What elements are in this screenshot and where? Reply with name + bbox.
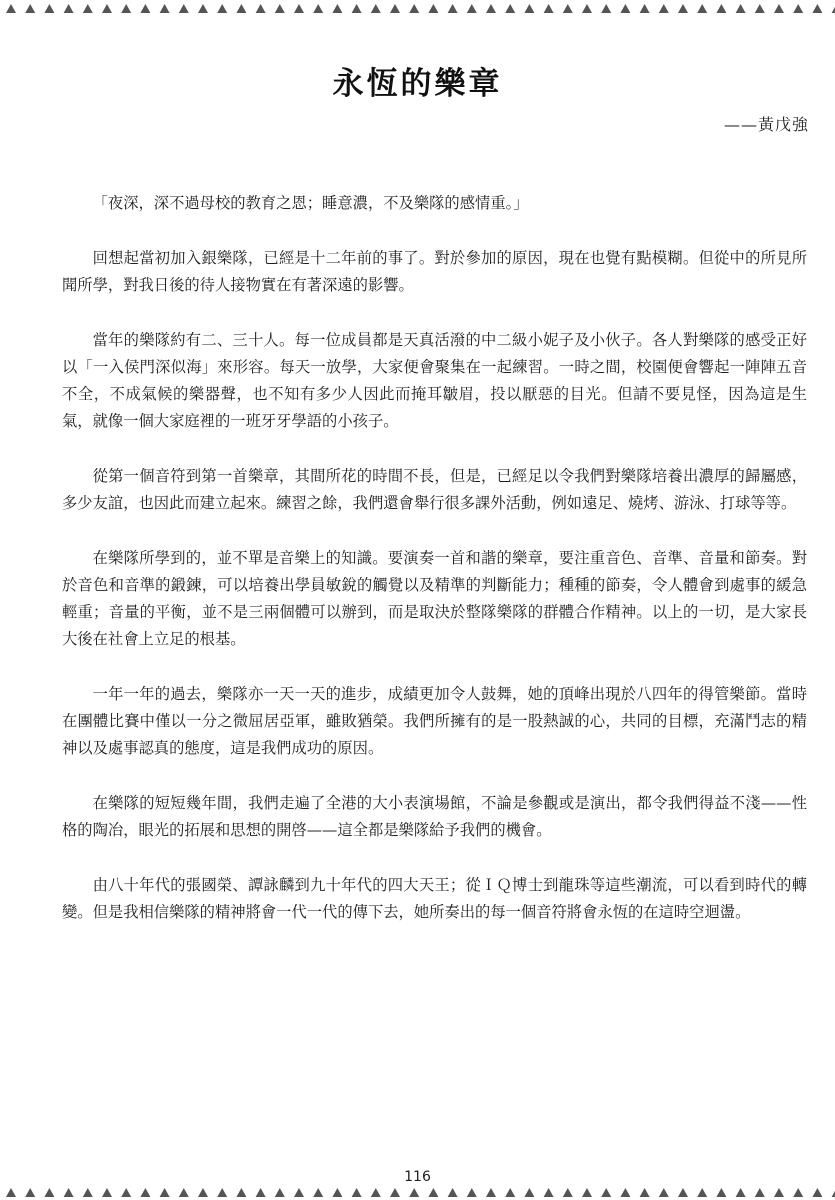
triangle-icon [755,4,765,13]
triangle-icon [505,1188,515,1197]
triangle-icon [620,4,630,13]
triangle-icon [582,1188,592,1197]
triangle-icon [64,1188,74,1197]
triangle-icon [832,4,835,13]
triangle-icon [352,4,362,13]
triangle-icon [716,1188,726,1197]
triangle-icon [332,4,342,13]
triangle-icon [294,4,304,13]
triangle-icon [64,4,74,13]
triangle-icon [505,4,515,13]
triangle-icon [198,1188,208,1197]
triangle-icon [6,4,16,13]
page-footer [0,1166,835,1185]
triangle-icon [582,4,592,13]
triangle-icon [448,4,458,13]
triangle-icon [83,1188,93,1197]
triangle-icon [409,4,419,13]
triangle-icon [140,1188,150,1197]
triangle-icon [601,4,611,13]
triangle-icon [697,4,707,13]
triangle-icon [467,4,477,13]
triangle-icon [179,1188,189,1197]
triangle-icon [25,4,35,13]
triangle-icon [736,1188,746,1197]
page-title: 永恆的樂章 [332,66,503,102]
triangle-icon [390,4,400,13]
triangle-icon [524,4,534,13]
triangle-icon [44,1188,54,1197]
triangle-icon [390,1188,400,1197]
triangle-icon [102,4,112,13]
triangle-icon [659,1188,669,1197]
triangle-icon [812,4,822,13]
triangle-icon [179,4,189,13]
paragraph: 從第一個音符到第一首樂章，其間所花的時間不長，但是，已經足以令我們對樂隊培養出濃厚的歸屬感，多少友誼，也因此而建立起來。練習之餘，我們還會舉行很多課外活動，例如遠足、燒烤、游泳、打球等等。 [62,467,807,512]
triangle-icon [601,1188,611,1197]
triangle-icon [6,1188,16,1197]
triangle-icon [640,4,650,13]
triangle-icon [83,4,93,13]
triangle-icon [793,1188,803,1197]
triangle-icon [640,1188,650,1197]
paragraph: 由八十年代的張國榮、譚詠麟到九十年代的四大天王；從ＩＱ博士到龍珠等這些潮流，可以看到時代的轉變。但是我相信樂隊的精神將會一代一代的傳下去，她所奏出的每一個音符將會永恆的在這時空迴盪。 [62,876,807,921]
triangle-icon [160,1188,170,1197]
page-number: 116 [400,1169,435,1185]
triangle-icon [352,1188,362,1197]
triangle-icon [198,4,208,13]
triangle-icon [121,1188,131,1197]
triangle-icon [121,4,131,13]
top-triangle-border [0,0,835,16]
triangle-icon [755,1188,765,1197]
triangle-icon [697,1188,707,1197]
triangle-icon [44,4,54,13]
triangle-icon [678,4,688,13]
triangle-icon [256,1188,266,1197]
triangle-icon [102,1188,112,1197]
triangle-icon [294,1188,304,1197]
paragraph: 一年一年的過去，樂隊亦一天一天的進步，成績更加令人鼓舞，她的頂峰出現於八四年的得管樂節。當時在團體比賽中僅以一分之微屈居亞軍，雖敗猶榮。我們所擁有的是一股熱誠的心，共同的目標，充滿鬥志的精神以及處事認真的態度，這是我們成功的原因。 [62,685,807,757]
triangle-icon [275,4,285,13]
triangle-icon [160,4,170,13]
triangle-icon [774,4,784,13]
triangle-icon [313,4,323,13]
triangle-icon [217,4,227,13]
triangle-icon [332,1188,342,1197]
triangle-icon [486,1188,496,1197]
triangle-icon [544,4,554,13]
triangle-icon [716,4,726,13]
triangle-icon [812,1188,822,1197]
triangle-icon [678,1188,688,1197]
triangle-icon [256,4,266,13]
triangle-icon [524,1188,534,1197]
author-name: ——黃戊強 [723,115,809,134]
triangle-icon [832,1188,835,1197]
triangle-icon [544,1188,554,1197]
triangle-icon [236,4,246,13]
paragraph: 回想起當初加入銀樂隊，已經是十二年前的事了。對於參加的原因，現在也覺有點模糊。但從中的所見所聞所學，對我日後的待人接物實在有著深遠的影響。 [62,249,807,294]
paragraph: 「夜深，深不過母校的教育之恩；睡意濃，不及樂隊的感情重。」 [92,194,529,212]
article-body [62,190,807,954]
triangle-icon [217,1188,227,1197]
triangle-icon [620,1188,630,1197]
triangle-icon [275,1188,285,1197]
triangle-icon [448,1188,458,1197]
triangle-icon [467,1188,477,1197]
triangle-icon [428,1188,438,1197]
triangle-icon [736,4,746,13]
triangle-icon [486,4,496,13]
triangle-icon [659,4,669,13]
triangle-icon [428,4,438,13]
paragraph: 在樂隊所學到的，並不單是音樂上的知識。要演奏一首和諧的樂章，要注重音色、音準、音量和節奏。對於音色和音準的鍛鍊，可以培養出學員敏銳的觸覺以及精準的判斷能力；種種的節奏，令人體會到處事的緩急輕重；音量的平衡，並不是三兩個體可以辦到，而是取決於整隊樂隊的群體合作精神。以上的一切，是大家長大後在社會上立足的根基。 [62,549,807,648]
triangle-icon [563,4,573,13]
triangle-icon [793,4,803,13]
triangle-icon [774,1188,784,1197]
triangle-icon [371,1188,381,1197]
paragraph: 在樂隊的短短幾年間，我們走遍了全港的大小表演場館，不論是參觀或是演出，都令我們得益不淺——性格的陶冶，眼光的拓展和思想的開啓——這全都是樂隊給予我們的機會。 [62,794,807,839]
triangle-icon [563,1188,573,1197]
bottom-triangle-border [0,1184,835,1200]
triangle-icon [313,1188,323,1197]
triangle-icon [371,4,381,13]
triangle-icon [140,4,150,13]
triangle-icon [409,1188,419,1197]
paragraph: 當年的樂隊約有二、三十人。每一位成員都是天真活潑的中二級小妮子及小伙子。各人對樂隊的感受正好以「一入侯門深似海」來形容。每天一放學，大家便會聚集在一起練習。一時之間，校園便會響起一陣陣五音不全，不成氣候的樂器聲，也不知有多少人因此而掩耳皺眉，投以厭惡的目光。但請不要見怪，因為這是生氣，就像一個大家庭裡的一班牙牙學語的小孩子。 [62,331,807,430]
triangle-icon [25,1188,35,1197]
triangle-icon [236,1188,246,1197]
